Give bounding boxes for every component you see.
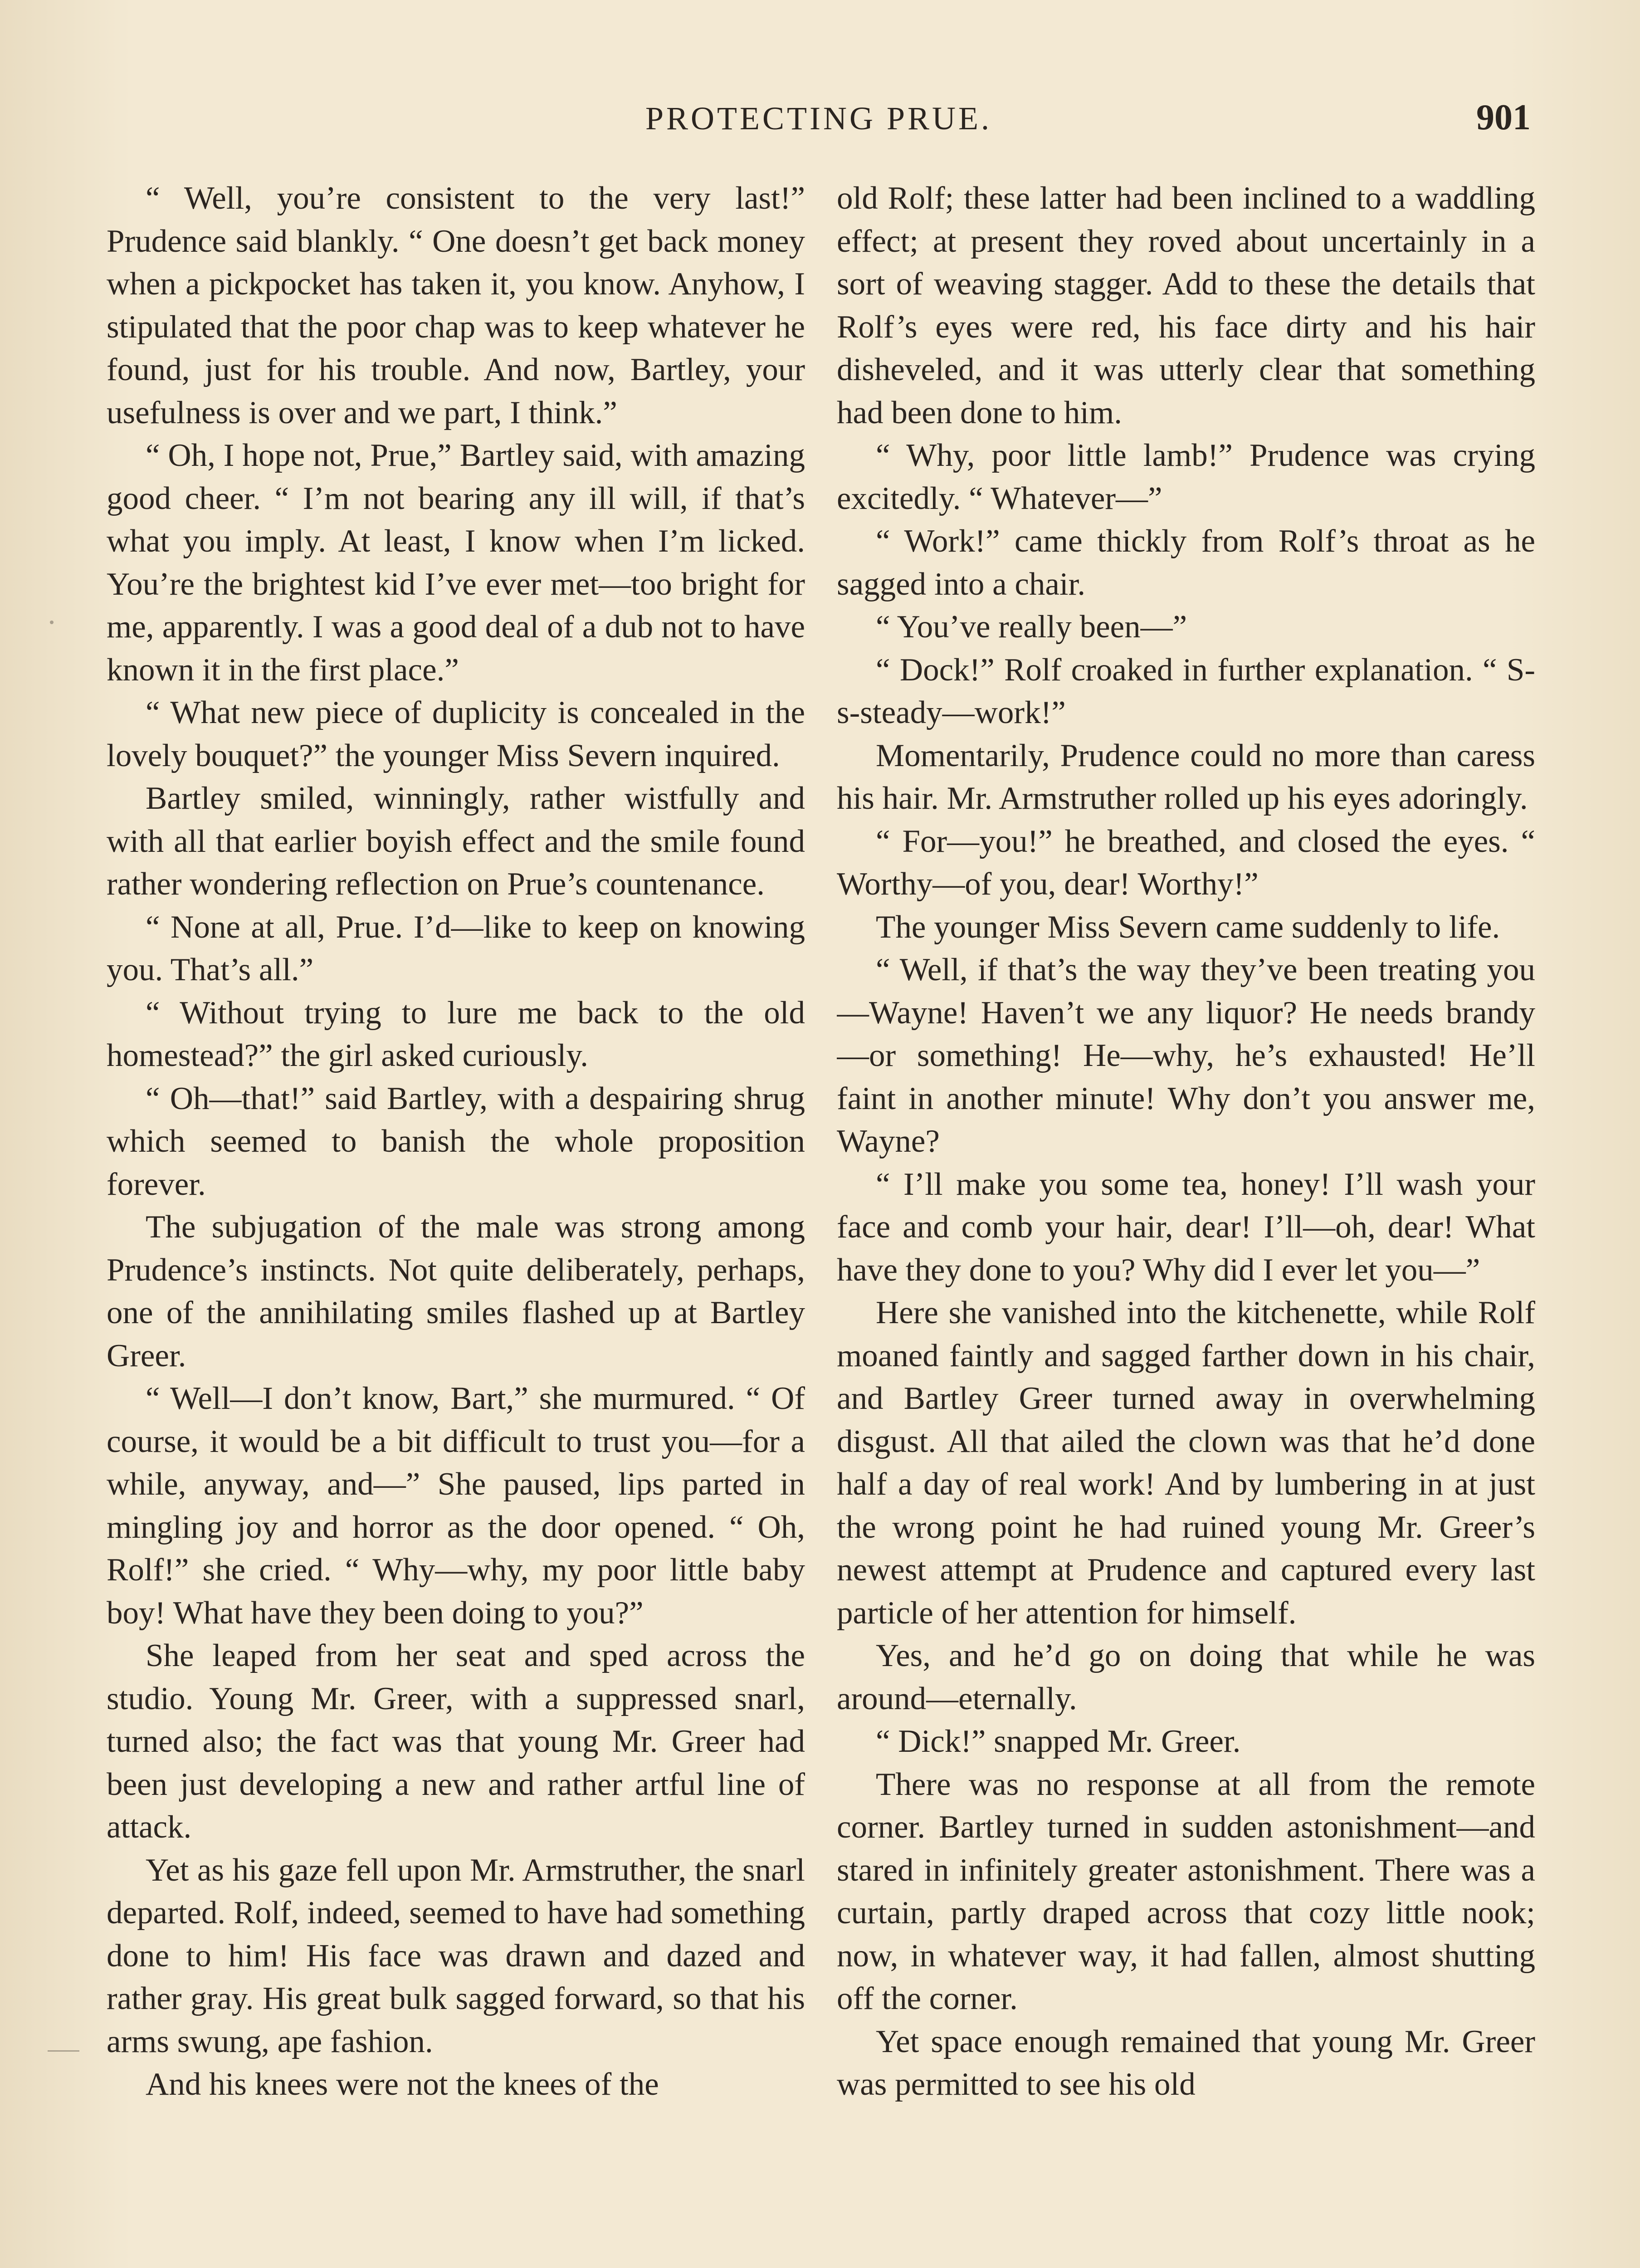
- right-column-paragraph: “ I’ll make you some tea, honey! I’ll wash your face and comb your hair, dear! I’ll—oh, dear! What have they done to you? Why did I ever let you—”: [837, 1166, 1535, 1288]
- right-column-paragraph: “ Dock!” Rolf croaked in further explanation. “ S-s-steady—work!”: [837, 652, 1535, 730]
- left-column-paragraph: And his knees were not the knees of the: [146, 2067, 659, 2102]
- left-column-paragraph: “ Without trying to lure me back to the old homestead?” the girl asked curiously.: [107, 995, 805, 1073]
- page-title: PROTECTING PRUE.: [645, 100, 992, 137]
- right-column-paragraph: “ Why, poor little lamb!” Prudence was crying excitedly. “ Whatever—”: [837, 438, 1535, 516]
- running-head: [107, 100, 1531, 150]
- right-column-paragraph: Yes, and he’d go on doing that while he was around—eternally.: [837, 1638, 1535, 1716]
- right-column-paragraph: There was no response at all from the remote corner. Bartley turned in sudden astonishment—and stared in infinitely greater astonishment. There was a curtain, partly draped across that cozy little nook; now, in whatever way, it had fallen, almost shutting off the corner.: [837, 1766, 1535, 2016]
- right-column-paragraph: Momentarily, Prudence could no more than caress his hair. Mr. Armstruther rolled up his eyes adoringly.: [837, 738, 1535, 816]
- right-column-paragraph: “ Well, if that’s the way they’ve been treating you—Wayne! Haven’t we any liquor? He needs brandy—or something! He—why, he’s exhausted! He’ll faint in another minute! Why don’t you answer me, Wayne?: [837, 952, 1535, 1159]
- margin-mark: [50, 621, 54, 624]
- left-column: [107, 177, 805, 2268]
- left-column-paragraph: “ Oh, I hope not, Prue,” Bartley said, with amazing good cheer. “ I’m not bearing any ill will, if that’s what you imply. At least, I know when I’m licked. You’re the brightest kid I’ve ever met—too bright for me, apparently. I was a good deal of a dub not to have known it in the first place.”: [107, 438, 805, 688]
- page-number: 901: [1476, 98, 1531, 137]
- left-column-paragraph: “ Oh—that!” said Bartley, with a despairing shrug which seemed to banish the whole proposition forever.: [107, 1080, 805, 1202]
- right-column-paragraph: “ Dick!” snapped Mr. Greer.: [876, 1724, 1241, 1759]
- left-column-paragraph: Yet as his gaze fell upon Mr. Armstruther, the snarl departed. Rolf, indeed, seemed to have had something done to him! His face was drawn and dazed and rather gray. His great bulk sagged forward, so that his arms swung, ape fashion.: [107, 1852, 805, 2059]
- right-column-paragraph: “ You’ve really been—”: [876, 609, 1187, 645]
- left-column-paragraph: “ None at all, Prue. I’d—like to keep on knowing you. That’s all.”: [107, 909, 805, 987]
- right-column-paragraph: Yet space enough remained that young Mr. Greer was permitted to see his old: [837, 2024, 1535, 2102]
- left-column-paragraph: “ What new piece of duplicity is concealed in the lovely bouquet?” the younger Miss Severn inquired.: [107, 695, 805, 773]
- left-column-paragraph: She leaped from her seat and sped across the studio. Young Mr. Greer, with a suppressed snarl, turned also; the fact was that young Mr. Greer had been just developing a new and rather artful line of attack.: [107, 1638, 805, 1845]
- right-column-paragraph: Here she vanished into the kitchenette, while Rolf moaned faintly and sagged farther down in his chair, and Bartley Greer turned away in overwhelming disgust. All that ailed the clown was that he’d done half a day of real work! And by lumbering in at just the wrong point he had ruined young Mr. Greer’s newest attempt at Prudence and captured every last particle of her attention for himself.: [837, 1295, 1535, 1631]
- margin-mark: [48, 2050, 79, 2052]
- right-column-paragraph: The younger Miss Severn came suddenly to life.: [876, 909, 1500, 945]
- left-column-paragraph: Bartley smiled, winningly, rather wistfully and with all that earlier boyish effect and the smile found rather wondering reflection on Prue’s countenance.: [107, 781, 805, 902]
- right-column: [837, 177, 1535, 2268]
- left-column-paragraph: “ Well, you’re consistent to the very last!” Prudence said blankly. “ One doesn’t get back money when a pickpocket has taken it, you know. Anyhow, I stipulated that the poor chap was to keep whatever he found, just for his trouble. And now, Bartley, your usefulness is over and we part, I think.”: [107, 181, 805, 430]
- right-column-paragraph: “ Work!” came thickly from Rolf’s throat as he sagged into a chair.: [837, 523, 1535, 602]
- left-column-paragraph: The subjugation of the male was strong among Prudence’s instincts. Not quite deliberately, perhaps, one of the annihilating smiles flashed up at Bartley Greer.: [107, 1209, 805, 1374]
- right-column-paragraph: “ For—you!” he breathed, and closed the eyes. “ Worthy—of you, dear! Worthy!”: [837, 823, 1535, 902]
- right-column-paragraph: old Rolf; these latter had been inclined to a waddling effect; at present they roved about uncertainly in a sort of weaving stagger. Add to these the details that Rolf’s eyes were red, his face dirty and his hair disheveled, and it was utterly clear that something had been done to him.: [837, 181, 1535, 430]
- left-column-paragraph: “ Well—I don’t know, Bart,” she murmured. “ Of course, it would be a bit difficult to trust you—for a while, anyway, and—” She paused, lips parted in mingling joy and horror as the door opened. “ Oh, Rolf!” she cried. “ Why—why, my poor little baby boy! What have they been doing to you?”: [107, 1381, 805, 1631]
